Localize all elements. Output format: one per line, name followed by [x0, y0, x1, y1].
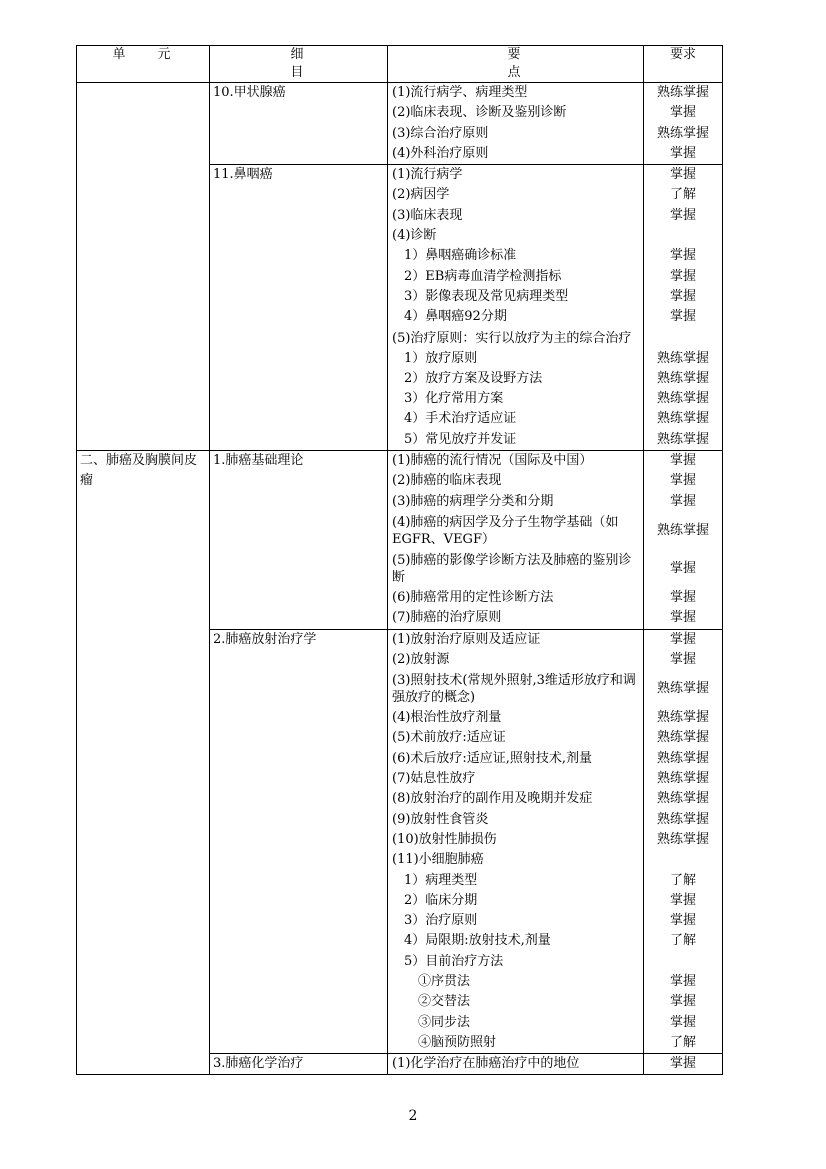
- requirement-value: 熟练掌握: [656, 750, 709, 766]
- unit-cell: [77, 83, 210, 451]
- requirement-value: 熟练掌握: [656, 411, 709, 427]
- point-item: 1）放疗原则: [404, 350, 478, 366]
- requirement-value: 熟练掌握: [656, 85, 709, 100]
- requirement-value: 了解: [669, 1034, 696, 1050]
- point-item: (1)流行病学、病理类型: [392, 85, 528, 100]
- requirement-value: 掌握: [669, 145, 696, 161]
- point-item: 4）手术治疗适应证: [404, 411, 517, 427]
- requirement-value: 掌握: [669, 268, 696, 284]
- point-item: (2)病因学: [392, 187, 450, 203]
- detail-cell: 10.甲状腺癌: [210, 83, 388, 165]
- requirement-value: 掌握: [669, 973, 696, 989]
- point-item: (11)小细胞肺癌: [392, 852, 484, 868]
- point-item: (5)肺癌的影像学诊断方法及肺癌的鉴别诊断: [392, 552, 632, 585]
- table-row: [77, 451, 723, 629]
- requirement-value: [644, 328, 722, 349]
- point-item: (3)综合治疗原则: [392, 125, 489, 141]
- header-detail: 细目: [210, 46, 388, 83]
- header-row: [77, 46, 723, 83]
- requirement-value: 掌握: [669, 248, 696, 264]
- point-item: (1)放射治疗原则及适应证: [392, 631, 541, 647]
- point-item: (8)放射治疗的副作用及晚期并发症: [392, 791, 593, 807]
- requirement-value: 熟练掌握: [656, 391, 709, 407]
- point-item: (7)姑息性放疗: [392, 771, 476, 787]
- requirement-cell: [644, 451, 723, 629]
- point-item: (3)照射技术(常规外照射,3维适形放疗和调强放疗的概念): [392, 673, 636, 706]
- requirement-value: 掌握: [669, 994, 696, 1010]
- requirement-value: 掌握: [669, 589, 696, 605]
- requirement-value: 掌握: [669, 309, 696, 325]
- requirement-value: 掌握: [669, 473, 696, 489]
- point-item: 5）目前治疗方法: [404, 953, 504, 969]
- requirement-value: 熟练掌握: [656, 831, 709, 847]
- point-item: 3）化疗常用方案: [404, 391, 504, 407]
- syllabus-table: [76, 45, 723, 1075]
- requirement-cell: [644, 165, 723, 451]
- requirement-value: 掌握: [669, 493, 696, 509]
- point-item: 3）影像表现及常见病理类型: [404, 288, 569, 304]
- point-item: (4)诊断: [392, 228, 437, 244]
- requirement-value: 熟练掌握: [656, 771, 709, 787]
- point-item: 2）放疗方案及设野方法: [404, 370, 543, 386]
- requirement-value: 熟练掌握: [656, 710, 709, 726]
- requirement-value: 掌握: [669, 892, 696, 908]
- requirement-value: 掌握: [669, 288, 696, 304]
- requirement-value: 掌握: [669, 167, 696, 183]
- point-item: (5)术前放疗:适应证: [392, 730, 506, 746]
- requirement-value: 熟练掌握: [656, 370, 709, 386]
- point-item: (1)流行病学: [392, 167, 463, 183]
- requirement-value: [644, 226, 722, 246]
- point-item: 1）病理类型: [404, 872, 478, 888]
- requirement-value: 了解: [669, 187, 696, 203]
- detail-cell: 1.肺癌基础理论: [210, 451, 388, 629]
- points-cell: [388, 83, 644, 165]
- detail-cell: 3.肺癌化学治疗: [210, 1054, 388, 1075]
- requirement-value: 掌握: [669, 1056, 696, 1072]
- requirement-value: 掌握: [669, 560, 696, 576]
- point-item: (2)临床表现、诊断及鉴别诊断: [392, 105, 567, 121]
- requirement-cell: [644, 83, 723, 165]
- header-requirement: 要求: [644, 46, 723, 83]
- header-unit: 单元: [77, 46, 210, 83]
- point-item: ②交替法: [418, 994, 471, 1010]
- points-cell: [388, 165, 644, 451]
- point-item: (7)肺癌的治疗原则: [392, 610, 502, 626]
- point-item: (10)放射性肺损伤: [392, 831, 497, 847]
- point-item: (4)根治性放疗剂量: [392, 710, 502, 726]
- point-item: (9)放射性食管炎: [392, 811, 489, 827]
- table-body: [77, 83, 723, 1075]
- point-item: (3)肺癌的病理学分类和分期: [392, 493, 554, 509]
- requirement-value: 掌握: [669, 631, 696, 647]
- point-item: (5)治疗原则：实行以放疗为主的综合治疗: [392, 330, 632, 346]
- requirement-value: 熟练掌握: [656, 350, 709, 366]
- point-item: 3）治疗原则: [404, 913, 478, 929]
- point-item: 2）EB病毒血清学检测指标: [404, 268, 562, 284]
- detail-cell: 11.鼻咽癌: [210, 165, 388, 451]
- points-cell: [388, 451, 644, 629]
- point-item: 2）临床分期: [404, 892, 478, 908]
- point-item: ①序贯法: [418, 973, 471, 989]
- point-item: 5）常见放疗并发证: [404, 431, 517, 447]
- point-item: 1）鼻咽癌确诊标准: [404, 248, 517, 264]
- requirement-value: [644, 952, 722, 972]
- requirement-value: 了解: [669, 872, 696, 888]
- point-item: ④脑预防照射: [418, 1034, 497, 1050]
- syllabus-table-container: [76, 45, 722, 1075]
- point-item: ③同步法: [418, 1014, 471, 1030]
- point-item: (3)临床表现: [392, 207, 463, 223]
- requirement-value: 熟练掌握: [656, 791, 709, 807]
- point-item: (4)肺癌的病因学及分子生物学基础（如EGFR、VEGF）: [392, 514, 619, 547]
- requirement-value: 了解: [669, 933, 696, 949]
- page-number: 2: [408, 1108, 418, 1124]
- requirement-value: 掌握: [669, 207, 696, 223]
- requirement-value: 掌握: [669, 453, 696, 469]
- point-item: (2)肺癌的临床表现: [392, 473, 502, 489]
- point-item: (6)肺癌常用的定性诊断方法: [392, 589, 554, 605]
- point-item: (4)外科治疗原则: [392, 145, 489, 161]
- requirement-value: 熟练掌握: [656, 431, 709, 447]
- requirement-value: 掌握: [669, 1014, 696, 1030]
- detail-cell: 2.肺癌放射治疗学: [210, 629, 388, 1054]
- requirement-value: 熟练掌握: [656, 730, 709, 746]
- point-item: (2)放射源: [392, 651, 450, 667]
- unit-cell: 二、肺癌及胸膜间皮瘤: [77, 451, 210, 1075]
- point-item: (6)术后放疗:适应证,照射技术,剂量: [392, 750, 593, 766]
- point-item: 4）鼻咽癌92分期: [404, 309, 507, 325]
- header-points: 要点: [388, 46, 644, 83]
- requirement-value: 掌握: [669, 610, 696, 626]
- requirement-value: 掌握: [669, 105, 696, 121]
- points-cell: [388, 629, 644, 1054]
- requirement-value: 熟练掌握: [656, 681, 709, 697]
- requirement-value: 掌握: [669, 651, 696, 667]
- point-item: 4）局限期:放射技术,剂量: [404, 933, 551, 949]
- table-row: [77, 83, 723, 165]
- requirement-value: 熟练掌握: [656, 522, 709, 538]
- point-item: (1)肺癌的流行情况（国际及中国）: [392, 453, 593, 469]
- requirement-value: 熟练掌握: [656, 125, 709, 141]
- requirement-value: 熟练掌握: [656, 811, 709, 827]
- point-item: (1)化学治疗在肺癌治疗中的地位: [392, 1056, 580, 1072]
- requirement-cell: [644, 1054, 723, 1075]
- requirement-value: 掌握: [669, 913, 696, 929]
- requirement-cell: [644, 629, 723, 1054]
- requirement-value: [644, 850, 722, 870]
- points-cell: [388, 1054, 644, 1075]
